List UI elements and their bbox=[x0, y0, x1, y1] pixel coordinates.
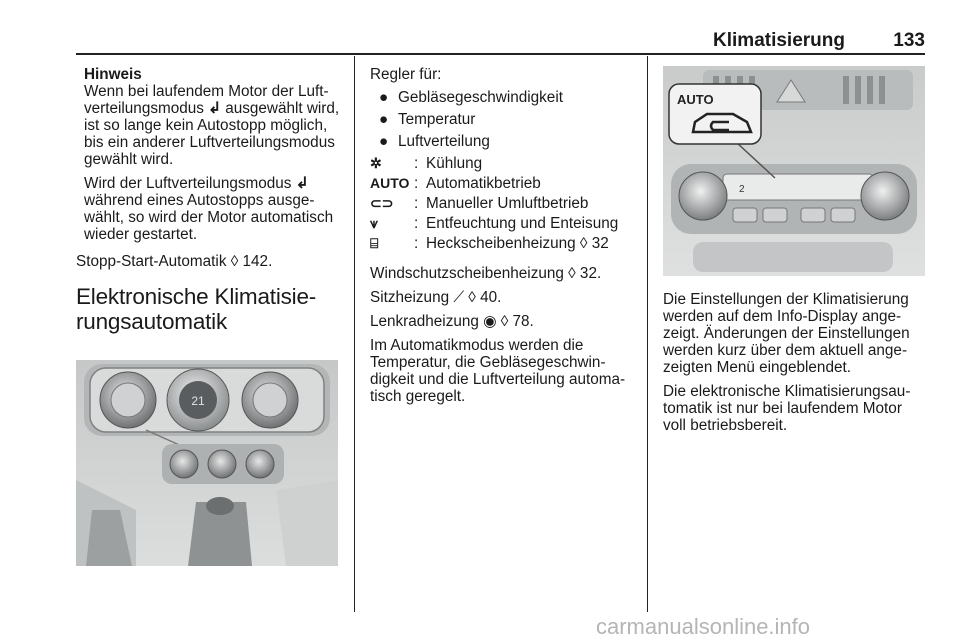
air-distribution-icon: ↲ bbox=[295, 175, 309, 192]
bullet-icon: ● bbox=[379, 111, 389, 128]
note-paragraph-1: Wenn bei laufendem Motor der Luftverteilungsmodus ↲ ausgewählt wird, ist so lange kein Autostopp möglich, bis ein anderer Luftverteilungsmodus gewählt wird. bbox=[84, 83, 340, 168]
steering-wheel-heating-ref[interactable]: Lenkradheizung ◉ ◊ 78. bbox=[370, 313, 534, 330]
defrost-icon: ⩛ bbox=[370, 215, 378, 231]
page-number: 133 bbox=[893, 30, 925, 51]
column-1 bbox=[76, 66, 344, 334]
column-divider-2 bbox=[647, 56, 648, 612]
note-paragraph-2: Wird der Luftverteilungsmodus ↲ während eines Autostopps ausgewählt, so wird der Motor automatisch wieder gestartet. bbox=[84, 175, 334, 243]
section-heading: Elektronische Klimatisierungsautomatik bbox=[76, 284, 317, 334]
info-display-paragraph: Die Einstellungen der Klimatisierung werden auf dem Info-Display angezeigt. Änderungen der Einstellungen werden kurz über dem aktuell angezeigten Menü eingeblendet. bbox=[663, 291, 910, 376]
temperature-display: 21 bbox=[191, 394, 205, 408]
auto-mode-icon: AUTO bbox=[370, 175, 410, 191]
controls-list bbox=[370, 89, 632, 150]
list-item: ● Luftverteilung bbox=[379, 133, 490, 150]
windscreen-heating-ref[interactable]: Windschutzscheibenheizung ◊ 32. bbox=[370, 265, 602, 282]
auto-button-photo bbox=[663, 66, 925, 276]
seat-heating-ref[interactable]: Sitzheizung ⟋ ◊ 40. bbox=[370, 289, 502, 306]
column-divider-1 bbox=[354, 56, 355, 612]
climate-control-panel-photo bbox=[76, 360, 338, 566]
controls-intro: Regler für: bbox=[370, 66, 442, 83]
reference-arrow-icon: ◊ bbox=[230, 253, 239, 270]
auto-callout-label: AUTO bbox=[677, 92, 714, 107]
legend-row: ⊂⊃ : Manueller Umluftbetrieb bbox=[370, 195, 618, 215]
operational-paragraph: Die elektronische Klimatisierungsautomatik ist nur bei laufendem Motor voll betriebsbereit. bbox=[663, 383, 911, 434]
legend-row: ⩛ : Entfeuchtung und Enteisung bbox=[370, 215, 618, 235]
air-distribution-icon: ↲ bbox=[208, 100, 221, 117]
legend-row: ✲ : Kühlung bbox=[370, 155, 618, 175]
header-rule bbox=[76, 53, 925, 55]
legend-row: AUTO : Automatikbetrieb bbox=[370, 175, 618, 195]
watermark: carmanualsonline.info bbox=[596, 614, 811, 639]
recirculation-icon: ⊂⊃ bbox=[370, 195, 394, 211]
list-item: ● Gebläsegeschwindigkeit bbox=[379, 89, 563, 106]
cross-reference-stop-start[interactable]: Stopp-Start-Automatik ◊ 142. bbox=[76, 253, 273, 270]
symbol-legend bbox=[370, 155, 618, 255]
bullet-icon: ● bbox=[379, 133, 389, 150]
page-header bbox=[76, 30, 925, 50]
bullet-icon: ● bbox=[379, 89, 389, 106]
note-box bbox=[76, 66, 344, 243]
display-digit: 2 bbox=[739, 184, 745, 195]
column-3 bbox=[663, 291, 925, 441]
note-heading: Hinweis bbox=[84, 66, 142, 83]
chapter-title: Klimatisierung bbox=[713, 30, 845, 51]
cooling-icon: ✲ bbox=[370, 155, 382, 171]
rear-window-heating-icon: ⌸ bbox=[370, 235, 379, 251]
legend-row: ⌸ : Heckscheibenheizung ◊ 32 bbox=[370, 235, 618, 255]
list-item: ● Temperatur bbox=[379, 111, 476, 128]
auto-mode-paragraph: Im Automatikmodus werden die Temperatur, die Gebläsegeschwindigkeit und die Luftverteilung automatisch geregelt. bbox=[370, 337, 626, 405]
column-2 bbox=[370, 66, 632, 412]
